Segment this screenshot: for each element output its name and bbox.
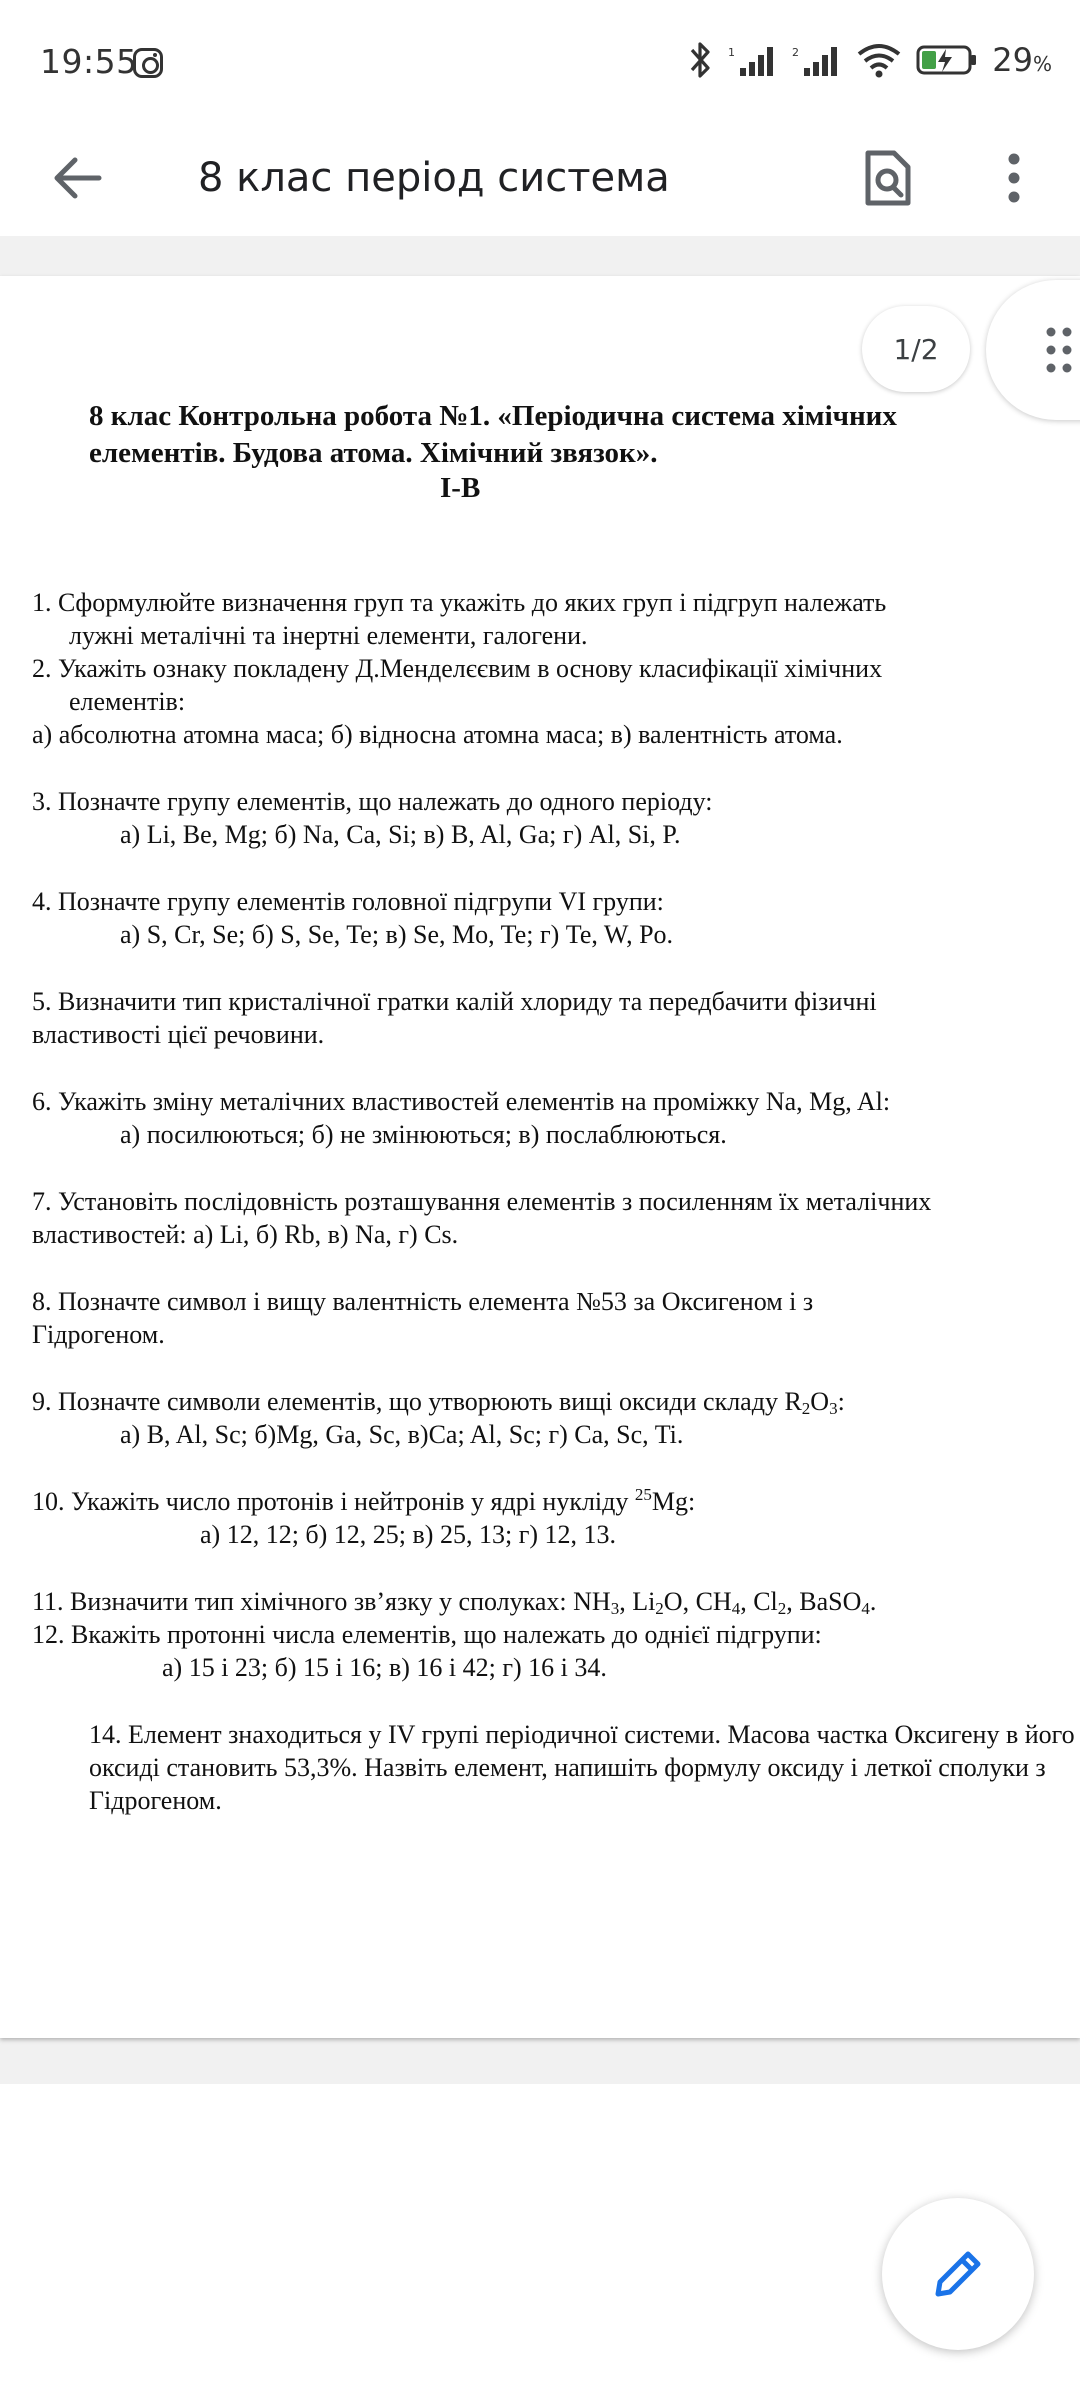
bluetooth-icon: [688, 40, 714, 80]
battery-percent: 29%: [992, 41, 1052, 79]
question-options: а) посилюються; б) не змінюються; в) послаблюються.: [120, 1120, 727, 1149]
page-indicator: 1/2: [862, 306, 970, 392]
question-text: 6. Укажіть зміну металічних властивостей елементів на проміжку Na, Mg, Al:: [32, 1087, 891, 1116]
question-text: 4. Позначте групу елементів головної підгрупи VI групи:: [32, 887, 664, 916]
question-text: 7. Установіть послідовність розташування елементів з посиленням їх металічних: [32, 1187, 932, 1216]
app-bar: [0, 120, 1080, 236]
status-time: 19:55: [40, 42, 138, 81]
question-options: а) 12, 12; б) 12, 25; в) 25, 13; г) 12, 13.: [200, 1520, 617, 1549]
question-options: а) абсолютна атомна маса; б) відносна атомна маса; в) валентність атома.: [32, 720, 843, 749]
question-text: 12. Вкажіть протонні числа елементів, що належать до однієї підгрупи:: [32, 1620, 822, 1649]
wifi-icon: [856, 42, 902, 78]
status-bar: [0, 0, 1080, 120]
document-viewer[interactable]: [0, 236, 1080, 2400]
document-title: 8 клас період система: [198, 155, 670, 201]
page-heading: 8 клас Контрольна робота №1. «Періодична система хімічних елементів. Будова атома. Хімічний звязок».: [89, 400, 897, 469]
question-options: а) B, Al, Sc; б)Mg, Ga, Sc, в)Ca; Al, Sc; г) Ca, Sc, Ti.: [120, 1420, 684, 1449]
status-icons: [688, 40, 1052, 80]
question-text: 9. Позначте символи елементів, що утворюють вищі оксиди складу $R_2O_3$:: [32, 1387, 845, 1418]
question-text: 3. Позначте групу елементів, що належать до одного періоду:: [32, 787, 713, 816]
pencil-icon: [930, 2246, 986, 2302]
back-button[interactable]: [40, 140, 116, 216]
question-text: лужні металічні та інертні елементи, галогени.: [69, 621, 588, 650]
question-text: властивостей: а) Li, б) Rb, в) Na, г) Cs.: [32, 1220, 459, 1249]
signal-icon: [728, 42, 778, 78]
more-options-button[interactable]: [990, 138, 1038, 218]
question-text: 10. Укажіть число протонів і нейтронів у ядрі нукліду $^{25}$Mg:: [32, 1485, 696, 1516]
question-options: а) S, Cr, Se; б) S, Se, Te; в) Se, Mo, Te; г) Te, W, Po.: [120, 920, 674, 949]
variant-label: І-В: [440, 472, 481, 504]
question-text: властивості цієї речовини.: [32, 1020, 325, 1049]
svg-text:2: 2: [792, 46, 800, 59]
battery-charging-icon: [916, 43, 978, 77]
arrow-back-icon: [53, 156, 103, 200]
document-page: [0, 276, 1080, 2038]
question-options: а) Li, Be, Mg; б) Na, Ca, Si; в) B, Al, Ga; г) Al, Si, P.: [120, 820, 681, 849]
question-text: 11. Визначити тип хімічного зв’язку у сполуках: $NH_3$, $Li_2O$, $CH_4$, $Cl_2$, BaSO$_4$.: [32, 1587, 877, 1618]
question-text: Гідрогеном.: [32, 1320, 165, 1349]
question-text: 2. Укажіть ознаку покладену Д.Менделєєвим в основу класифікації хімічних: [32, 654, 883, 683]
question-text: елементів:: [69, 687, 186, 716]
signal-icon: [792, 42, 842, 78]
instagram-notification-icon: [133, 48, 163, 78]
find-in-document-button[interactable]: [848, 138, 928, 218]
edit-button[interactable]: [882, 2198, 1034, 2350]
question-text: 8. Позначте символ і вищу валентність елемента №53 за Оксигеном і з: [32, 1287, 814, 1316]
drag-handle-icon: [1046, 327, 1072, 373]
question-options: а) 15 і 23; б) 15 і 16; в) 16 і 42; г) 16 і 34.: [162, 1653, 607, 1682]
more-vert-icon: [1007, 153, 1021, 203]
question-text: 1. Сформулюйте визначення груп та укажіть до яких груп і підгруп належать: [32, 588, 887, 617]
question-list: [32, 586, 1075, 1817]
question-text: 14. Елемент знаходиться у IV групі періодичної системи. Масова частка Оксигену в його оксиді становить 53,3%. Назвіть елемент, напишіть формулу оксиду і леткої сполуки з Гідрогеном.: [89, 1720, 1075, 1815]
svg-text:1: 1: [728, 46, 736, 59]
find-in-page-icon: [864, 149, 912, 207]
question-text: 5. Визначити тип кристалічної гратки калій хлориду та передбачити фізичні: [32, 987, 877, 1016]
